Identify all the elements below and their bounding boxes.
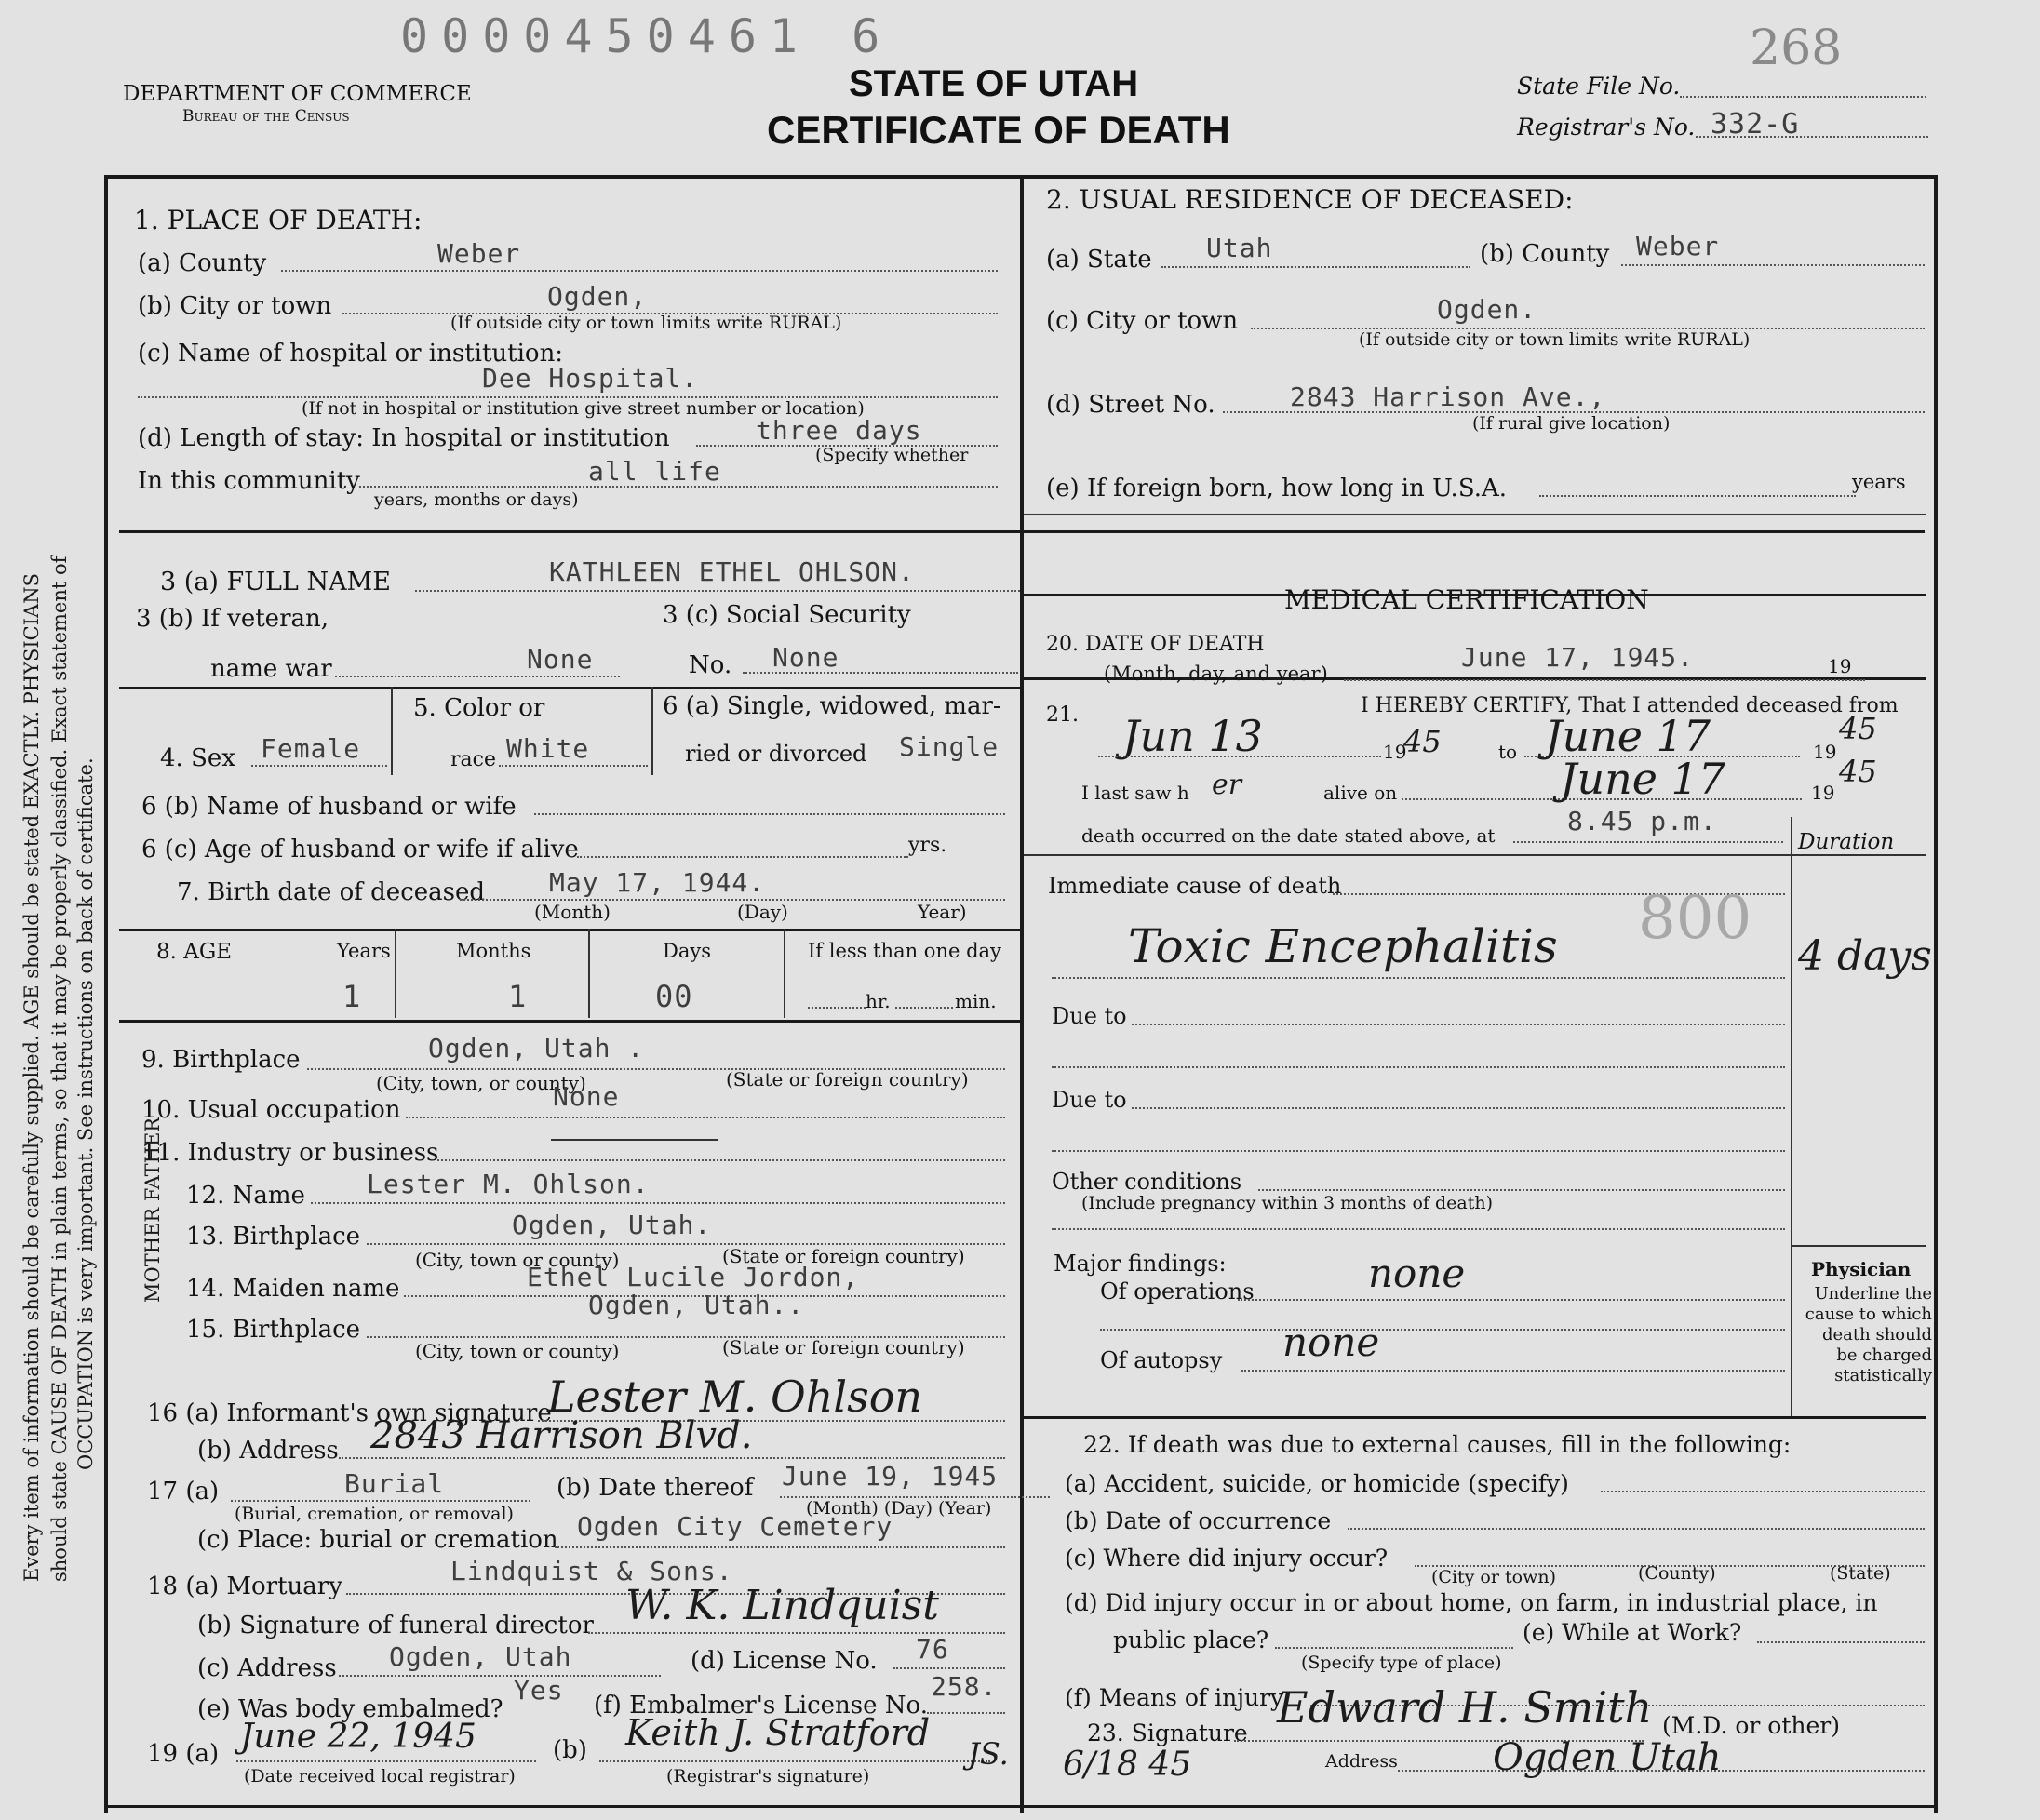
husband-name-label: 6 (b) Name of husband or wife xyxy=(141,793,517,821)
fullname-label: 3 (a) FULL NAME xyxy=(160,568,391,596)
external-causes-heading: 22. If death was due to external causes, fill in the following: xyxy=(1083,1431,1792,1458)
birthdate-year-note: Year) xyxy=(918,901,967,923)
age-years-head: Years xyxy=(337,940,391,962)
embalmer-label: (f) Embalmer's License No. xyxy=(594,1692,928,1720)
where-state-note: (State) xyxy=(1830,1563,1891,1584)
informant-label: 16 (a) Informant's own signature xyxy=(147,1399,552,1427)
age-less-day-head: If less than one day xyxy=(808,940,1001,962)
other-conditions-label: Other conditions xyxy=(1052,1169,1242,1195)
autopsy-value: none xyxy=(1282,1319,1380,1365)
stamp-number: 268 xyxy=(1750,20,1843,76)
birthplace-value: Ogden, Utah . xyxy=(428,1033,645,1064)
physician-sign-date: 6/18 45 xyxy=(1063,1746,1192,1784)
physician-box-text: Underline the cause to which death should be charged statistically xyxy=(1805,1284,1932,1385)
disposition-note: (Burial, cremation, or removal) xyxy=(235,1504,514,1524)
residence-heading: 2. USUAL RESIDENCE OF DECEASED: xyxy=(1046,184,1574,215)
serial-number: 0000450461 6 xyxy=(400,9,893,63)
where-county-note: (County) xyxy=(1638,1563,1716,1584)
birthdate-month-note: (Month) xyxy=(534,901,611,923)
informant-signature: Lester M. Ohlson xyxy=(547,1372,923,1422)
father-state-note: (State or foreign country) xyxy=(722,1245,965,1267)
dod-note: (Month, day, and year) xyxy=(1104,662,1328,685)
street-note: (If rural give location) xyxy=(1472,413,1671,434)
residence-city-note: (If outside city or town limits write RURAL) xyxy=(1359,329,1751,350)
physician-address-label: Address xyxy=(1325,1751,1398,1772)
death-county-label: (a) County xyxy=(138,249,267,277)
attended-to-year: 45 xyxy=(1839,711,1877,746)
death-city-label: (b) City or town xyxy=(138,292,332,320)
date-thereof-label: (b) Date thereof xyxy=(557,1474,754,1502)
occurrence-label: (b) Date of occurrence xyxy=(1065,1507,1332,1534)
cert-text: I HEREBY CERTIFY, That I attended deceased from xyxy=(1361,694,1899,717)
physician-signature-label: 23. Signature xyxy=(1087,1720,1248,1746)
age-months-head: Months xyxy=(456,940,531,962)
date-of-death: June 17, 1945. xyxy=(1461,642,1695,673)
min-label: min. xyxy=(955,990,997,1012)
birthplace-city-note: (City, town, or county) xyxy=(376,1072,586,1094)
funeral-director-label: (b) Signature of funeral director xyxy=(197,1612,594,1639)
residence-county-label: (b) County xyxy=(1480,240,1610,268)
burial-date-note: (Month) (Day) (Year) xyxy=(806,1498,992,1519)
age-days-head: Days xyxy=(663,940,711,962)
burial-place: Ogden City Cemetery xyxy=(577,1511,893,1542)
embalmed-label: (e) Was body embalmed? xyxy=(197,1695,503,1723)
mother-state-note: (State or foreign country) xyxy=(722,1336,965,1358)
age-days: 00 xyxy=(655,979,693,1014)
alive-on-date: June 17 xyxy=(1560,754,1726,804)
due-to-2-label: Due to xyxy=(1052,1087,1127,1113)
residence-state: Utah xyxy=(1206,233,1273,263)
community-stay: all life xyxy=(588,456,721,487)
dod-19: 19 xyxy=(1828,655,1852,677)
home-label: (d) Did injury occur in or about home, on farm, in industrial place, in xyxy=(1065,1589,1878,1616)
burial-date: June 19, 1945 xyxy=(782,1461,999,1492)
parent-side-label: MOTHER FATHER xyxy=(141,1117,164,1303)
attended-from-year: 45 xyxy=(1403,724,1442,759)
fd-address: Ogden, Utah xyxy=(389,1641,572,1672)
lastsaw-pronoun: er xyxy=(1212,769,1242,801)
mother-maiden-name: Ethel Lucile Jordon, xyxy=(527,1262,860,1292)
units-note: years, months or days) xyxy=(374,489,579,510)
disposition-value: Burial xyxy=(344,1468,445,1499)
dod-label: 20. DATE OF DEATH xyxy=(1046,633,1265,656)
death-time: 8.45 p.m. xyxy=(1567,806,1717,836)
registrar-received-note: (Date received local registrar) xyxy=(244,1766,516,1787)
embalmed-value: Yes xyxy=(514,1675,564,1706)
embalmer-value: 258. xyxy=(931,1671,998,1702)
accident-label: (a) Accident, suicide, or homicide (specify) xyxy=(1065,1470,1569,1497)
side-note-3: OCCUPATION is very important. See instructions on back of certificate. xyxy=(74,757,97,1470)
namewar-value: None xyxy=(527,644,594,675)
state-title: STATE OF UTAH xyxy=(849,63,1139,104)
from-19: 19 xyxy=(1383,741,1407,763)
registrar-signature: Keith J. Stratford xyxy=(625,1712,931,1753)
other-conditions-note: (Include pregnancy within 3 months of death) xyxy=(1081,1193,1494,1213)
immediate-cause-label: Immediate cause of death xyxy=(1048,873,1342,899)
registrar-sig-label: (b) xyxy=(553,1736,587,1764)
father-name-label: 12. Name xyxy=(186,1182,305,1210)
age-label: 8. AGE xyxy=(156,940,233,964)
department-label: DEPARTMENT OF COMMERCE xyxy=(123,82,472,106)
death-county: Weber xyxy=(437,238,521,269)
to-19: 19 xyxy=(1813,741,1837,763)
cause-duration: 4 days xyxy=(1798,932,1932,980)
street-label: (d) Street No. xyxy=(1046,391,1215,419)
mother-city-note: (City, town or county) xyxy=(415,1340,620,1362)
hospital-name: Dee Hospital. xyxy=(482,363,699,394)
husband-age-label: 6 (c) Age of husband or wife if alive xyxy=(141,836,579,863)
public-place-label: public place? xyxy=(1113,1626,1269,1653)
marital-status: Single xyxy=(899,731,1000,762)
cert-number: 21. xyxy=(1046,703,1079,727)
attended-from-date: Jun 13 xyxy=(1122,711,1263,761)
bureau-label: Bureau of the Census xyxy=(182,107,350,126)
alive-19: 19 xyxy=(1811,782,1835,804)
marital-label-1: 6 (a) Single, widowed, mar- xyxy=(663,692,1001,720)
death-city-note: (If outside city or town limits write RURAL) xyxy=(450,313,842,333)
lastsaw-label: I last saw h xyxy=(1081,782,1189,804)
while-at-work-label: (e) While at Work? xyxy=(1523,1619,1742,1646)
social-security-label: 3 (c) Social Security xyxy=(663,601,911,629)
to-label: to xyxy=(1498,741,1518,763)
hospital-note: (If not in hospital or institution give street number or location) xyxy=(302,398,865,419)
due-to-1-label: Due to xyxy=(1052,1003,1127,1029)
mortuary-label: 18 (a) Mortuary xyxy=(147,1572,342,1600)
length-of-stay: three days xyxy=(756,415,922,446)
license-label: (d) License No. xyxy=(691,1647,878,1675)
ss-no-label: No. xyxy=(689,651,732,679)
stay-label: (d) Length of stay: In hospital or institution xyxy=(138,424,670,452)
registrar-received-label: 19 (a) xyxy=(147,1740,220,1768)
street-address: 2843 Harrison Ave., xyxy=(1290,381,1606,412)
cause-code: 800 xyxy=(1638,884,1752,953)
registrar-received-date: June 22, 1945 xyxy=(240,1718,476,1756)
means-of-injury-label: (f) Means of injury xyxy=(1065,1684,1284,1711)
specify-place-note: (Specify type of place) xyxy=(1301,1653,1502,1673)
registrar-sig-note: (Registrar's signature) xyxy=(666,1766,870,1787)
community-label: In this community xyxy=(138,467,360,495)
alive-on-label: alive on xyxy=(1323,782,1398,804)
where-city-note: (City or town) xyxy=(1431,1567,1556,1587)
mother-birthplace: Ogden, Utah.. xyxy=(588,1290,805,1320)
father-birthplace: Ogden, Utah. xyxy=(512,1210,712,1240)
major-findings-label: Major findings: xyxy=(1054,1251,1227,1277)
residence-city-label: (c) City or town xyxy=(1046,307,1239,335)
burial-place-label: (c) Place: burial or cremation xyxy=(197,1526,558,1554)
residence-city: Ogden. xyxy=(1437,294,1537,325)
side-note-2: should state CAUSE OF DEATH in plain terms, so that it may be properly classified. Exact statement of xyxy=(48,555,71,1582)
death-city: Ogden, xyxy=(547,281,648,312)
sex-label: 4. Sex xyxy=(160,744,235,772)
mother-birthplace-label: 15. Birthplace xyxy=(186,1316,361,1344)
father-city-note: (City, town or county) xyxy=(415,1249,620,1271)
medical-heading: MEDICAL CERTIFICATION xyxy=(1284,584,1649,615)
fd-address-label: (c) Address xyxy=(197,1654,337,1682)
place-of-death-heading: 1. PLACE OF DEATH: xyxy=(134,205,423,235)
foreign-born-label: (e) If foreign born, how long in U.S.A. xyxy=(1046,475,1508,502)
father-birthplace-label: 13. Birthplace xyxy=(186,1223,361,1251)
full-name: KATHLEEN ETHEL OHLSON. xyxy=(549,556,915,587)
hr-label: hr. xyxy=(866,990,891,1012)
registrar-no-label: Registrar's No. xyxy=(1517,114,1696,141)
birthdate-value: May 17, 1944. xyxy=(549,867,766,898)
birthdate-day-note: (Day) xyxy=(737,901,788,923)
registrar-no-value: 332-G xyxy=(1711,108,1800,141)
father-name: Lester M. Ohlson. xyxy=(367,1169,650,1199)
race-label: race xyxy=(450,748,496,771)
specify-note: (Specify whether xyxy=(815,445,969,465)
where-label: (c) Where did injury occur? xyxy=(1065,1545,1389,1572)
age-years: 1 xyxy=(342,979,362,1014)
certificate-title: CERTIFICATE OF DEATH xyxy=(767,108,1230,152)
race-value: White xyxy=(506,733,590,764)
immediate-cause: Toxic Encephalitis xyxy=(1128,919,1558,973)
foreign-years-label: years xyxy=(1852,471,1906,493)
funeral-director-signature: W. K. Lindquist xyxy=(625,1582,939,1629)
yrs-label: yrs. xyxy=(908,834,947,857)
physician-address: Ogden Utah xyxy=(1493,1736,1722,1779)
informant-address: 2843 Harrison Blvd. xyxy=(370,1414,753,1457)
md-label: (M.D. or other) xyxy=(1662,1712,1840,1739)
informant-address-label: (b) Address xyxy=(197,1437,339,1465)
residence-county: Weber xyxy=(1636,231,1720,261)
birthdate-label: 7. Birth date of deceased xyxy=(177,878,486,906)
marital-label-2: ried or divorced xyxy=(685,741,867,767)
birthplace-state-note: (State or foreign country) xyxy=(726,1068,969,1091)
industry-label: 11. Industry or business xyxy=(141,1139,439,1167)
physician-box-title: Physician xyxy=(1811,1258,1912,1280)
operations-value: none xyxy=(1368,1251,1466,1296)
occupation-value: None xyxy=(553,1081,620,1112)
operations-label: Of operations xyxy=(1100,1278,1255,1305)
mother-name-label: 14. Maiden name xyxy=(186,1275,400,1303)
registrar-initials: JS. xyxy=(968,1736,1009,1772)
state-file-label: State File No. xyxy=(1517,73,1681,100)
occurred-label: death occurred on the date stated above, at xyxy=(1081,824,1496,847)
side-note-1: Every item of information should be carefully supplied. AGE should be stated EXACTLY. PHYSICIANS xyxy=(20,573,43,1582)
hospital-label: (c) Name of hospital or institution: xyxy=(138,340,564,368)
alive-on-year: 45 xyxy=(1839,754,1877,789)
attended-to-date: June 17 xyxy=(1545,711,1711,761)
occupation-label: 10. Usual occupation xyxy=(141,1096,401,1124)
ss-number: None xyxy=(772,642,839,673)
veteran-label: 3 (b) If veteran, xyxy=(136,605,329,633)
namewar-label: name war xyxy=(210,655,332,683)
disposition-label: 17 (a) xyxy=(147,1478,220,1506)
age-months: 1 xyxy=(508,979,528,1014)
mortuary-value: Lindquist & Sons. xyxy=(450,1556,733,1586)
autopsy-label: Of autopsy xyxy=(1100,1347,1223,1373)
license-value: 76 xyxy=(916,1634,949,1665)
sex-value: Female xyxy=(261,733,361,764)
color-label: 5. Color or xyxy=(413,694,545,722)
duration-head: Duration xyxy=(1798,830,1895,854)
physician-signature: Edward H. Smith xyxy=(1277,1682,1653,1733)
birthplace-label: 9. Birthplace xyxy=(141,1046,301,1074)
residence-state-label: (a) State xyxy=(1046,246,1152,274)
